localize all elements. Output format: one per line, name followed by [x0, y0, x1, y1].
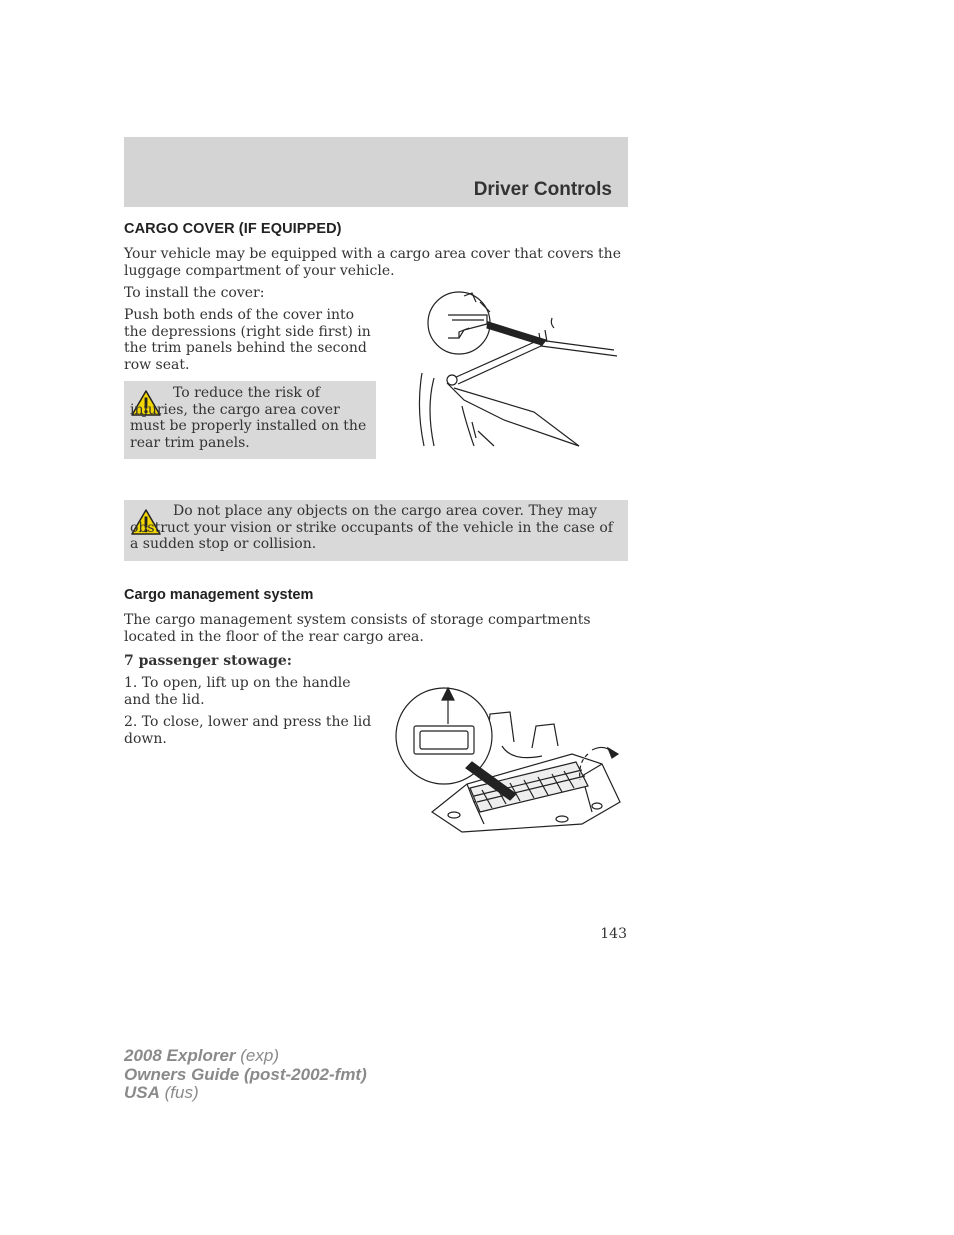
- warning-text-2: Do not place any objects on the cargo area cover. They may obstruct your vision or strike occupants of the vehicle in the case of a sudden stop or collision.: [130, 503, 613, 552]
- cargo-cover-heading: CARGO COVER (IF EQUIPPED): [124, 221, 342, 237]
- install-step: Push both ends of the cover into the depressions (right side first) in the trim panels behind the second row seat.: [124, 307, 371, 373]
- install-label: To install the cover:: [124, 285, 265, 301]
- footer-model: 2008 Explorer: [124, 1046, 236, 1065]
- warning-box-1: [124, 381, 376, 459]
- page-number: 143: [600, 926, 627, 942]
- cargo-cover-illustration: [414, 288, 624, 450]
- cargo-management-intro: The cargo management system consists of storage compartments located in the floor of the rear cargo area.: [124, 612, 591, 645]
- stowage-step-1: 1. To open, lift up on the handle and the lid.: [124, 675, 351, 708]
- footer-guide: Owners Guide (post-2002-fmt): [124, 1064, 367, 1084]
- document-footer: [124, 1047, 367, 1103]
- footer-line-1: [124, 1047, 367, 1066]
- footer-model-code: (exp): [240, 1046, 279, 1065]
- footer-line-3: [124, 1084, 367, 1103]
- warning-box-2: [124, 500, 628, 561]
- cargo-management-heading: Cargo management system: [124, 587, 314, 603]
- footer-market: USA: [124, 1083, 160, 1102]
- stowage-step-2: 2. To close, lower and press the lid down.: [124, 714, 372, 747]
- warning-text-1: To reduce the risk of injuries, the cargo area cover must be properly installed on the rear trim panels.: [130, 385, 367, 451]
- section-title: Driver Controls: [473, 179, 612, 200]
- cargo-cover-intro: Your vehicle may be equipped with a cargo area cover that covers the luggage compartment of your vehicle.: [124, 246, 621, 279]
- section-header-band: [124, 137, 628, 207]
- footer-market-code: (fus): [164, 1083, 199, 1102]
- stowage-label: 7 passenger stowage:: [124, 653, 292, 669]
- footer-line-2: [124, 1066, 367, 1085]
- cargo-management-illustration: [392, 684, 624, 836]
